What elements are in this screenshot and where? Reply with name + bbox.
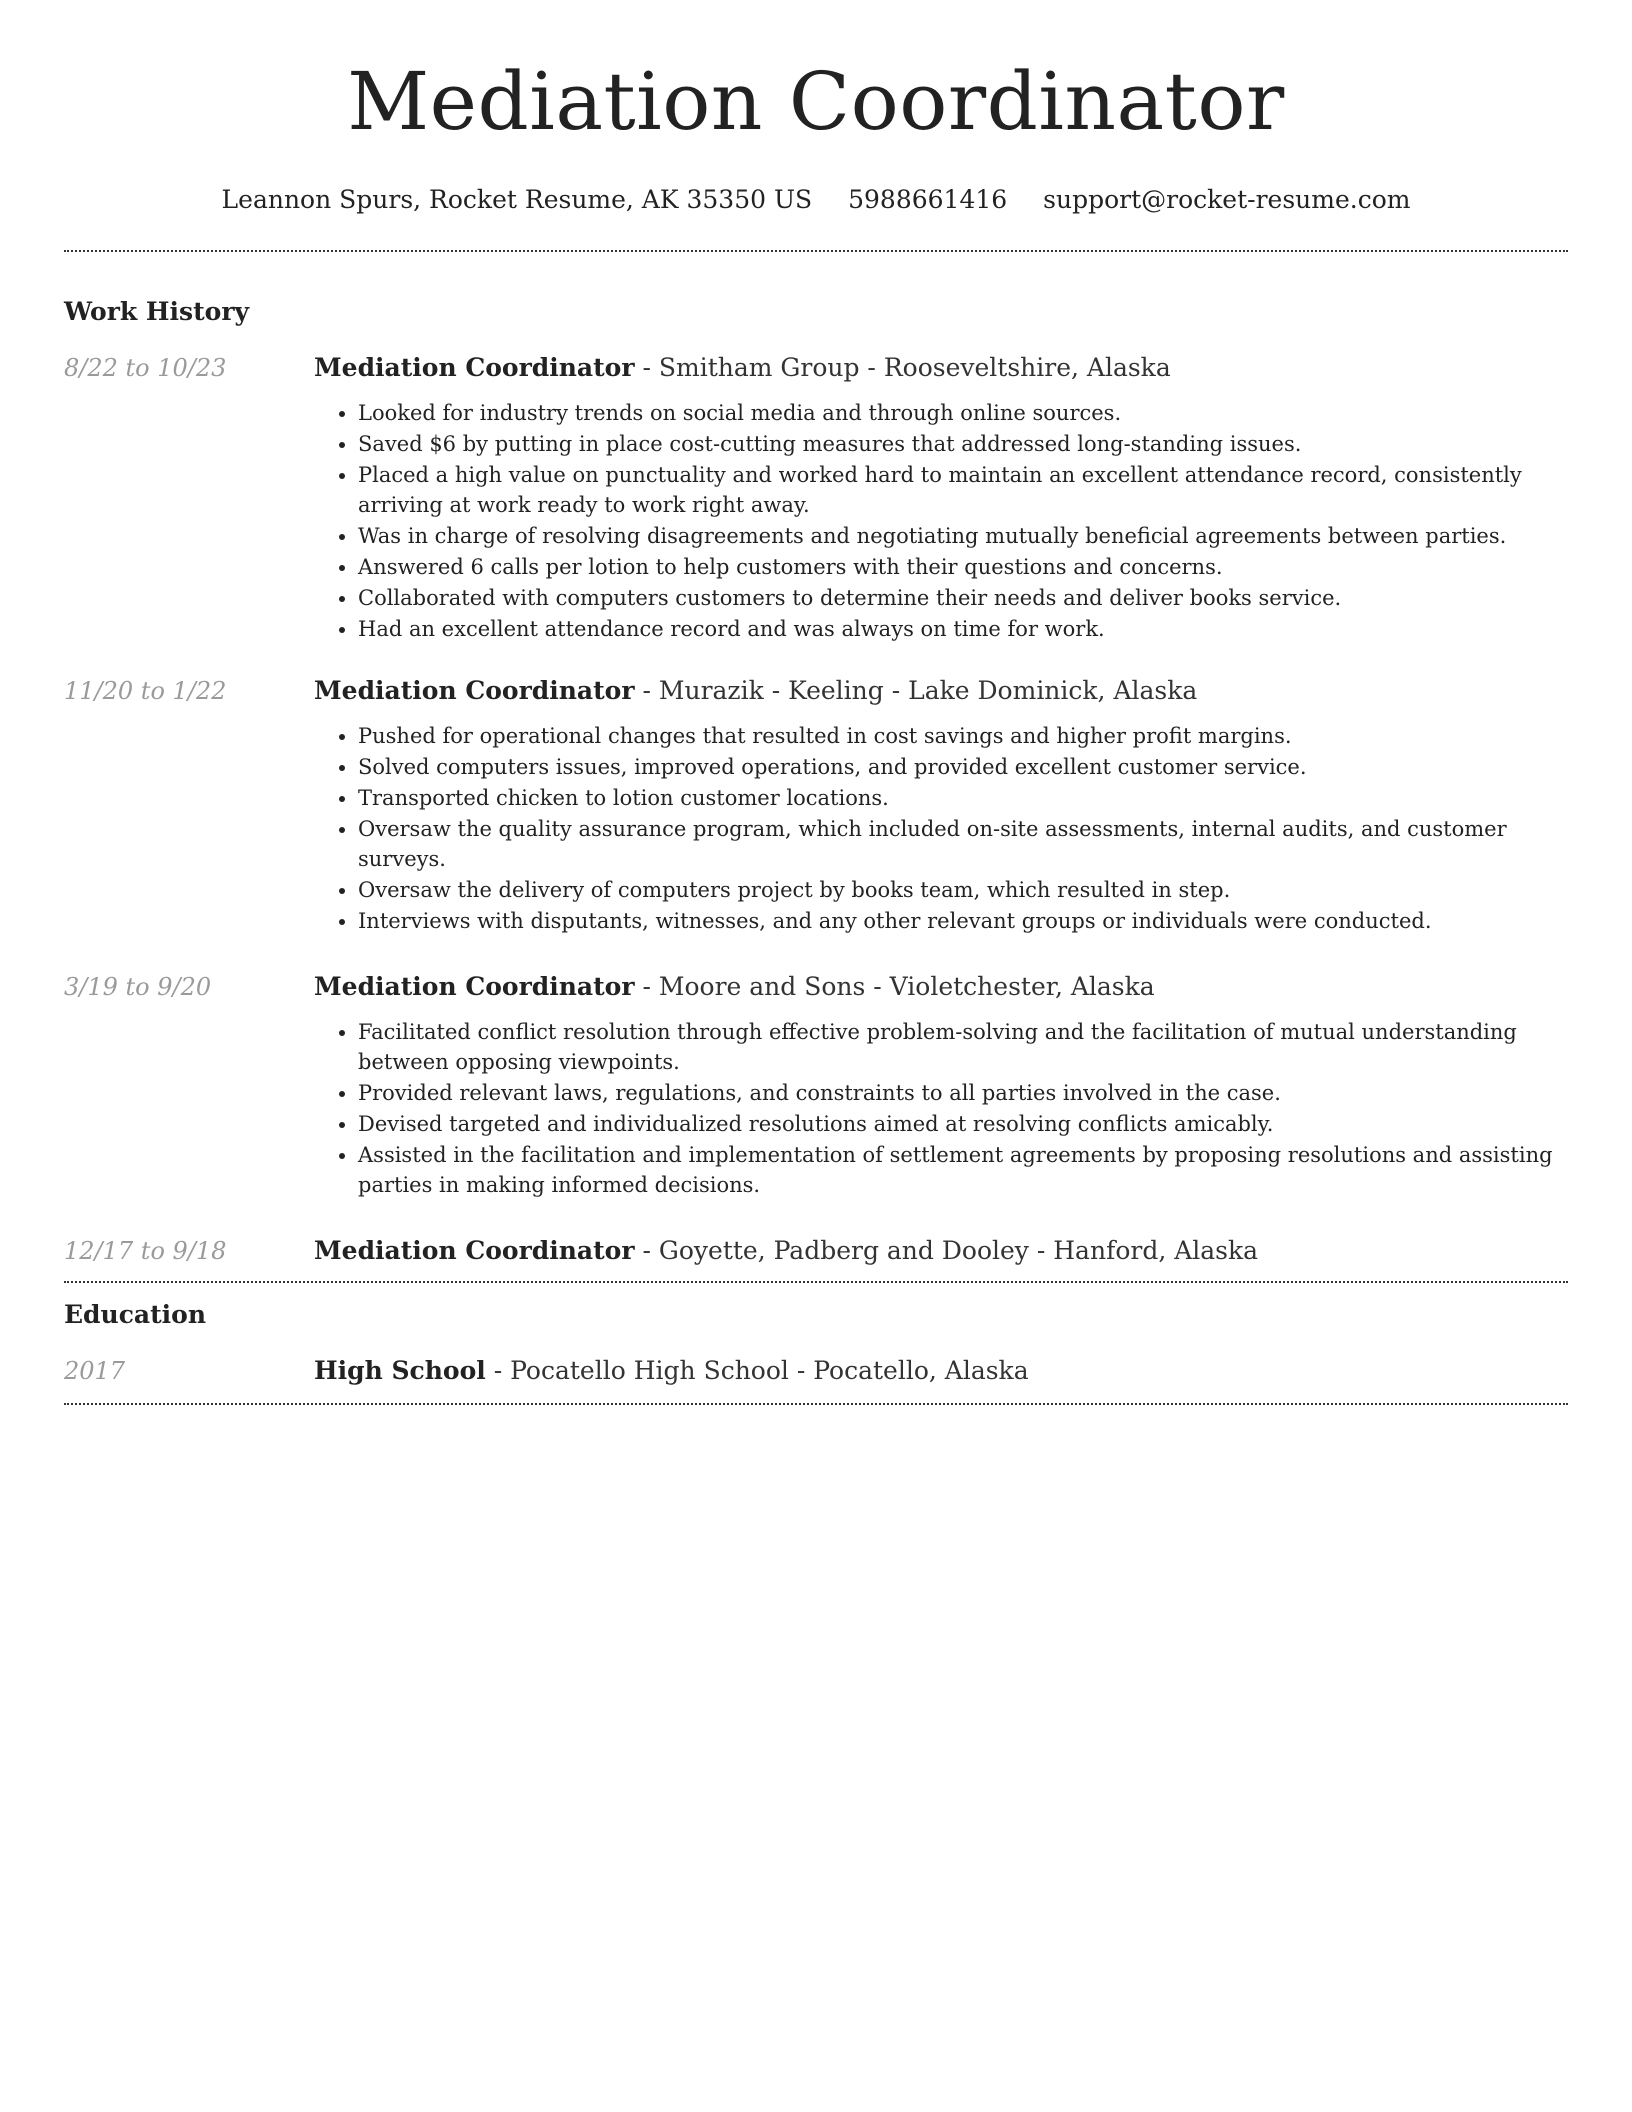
bullet-item: • Facilitated conflict resolution through effective problem-solving and the facilitation of mutual understanding between opposing viewpoints.	[358, 1017, 1568, 1077]
contact-email: support@rocket-resume.com	[1043, 185, 1411, 214]
bullet-item: • Oversaw the quality assurance program, which included on-site assessments, internal audits, and customer surveys.	[358, 814, 1568, 874]
work-entry-body	[314, 969, 1568, 1201]
education-entry	[64, 1353, 1568, 1389]
work-entry	[64, 969, 1568, 1201]
bullet-item: • Answered 6 calls per lotion to help customers with their questions and concerns.	[358, 552, 1568, 582]
work-entry-role: Mediation Coordinator	[314, 972, 635, 1001]
contact-phone: 5988661416	[848, 185, 1008, 214]
bullet-item: • Provided relevant laws, regulations, and constraints to all parties involved in the case.	[358, 1078, 1568, 1108]
work-entry-body	[314, 673, 1568, 937]
work-entry-bullets	[314, 1017, 1568, 1200]
work-entry-body	[314, 350, 1568, 645]
work-entry-body	[314, 1233, 1568, 1269]
education-heading: Education	[64, 1300, 207, 1329]
work-entry-date: 3/19 to 9/20	[64, 973, 212, 1001]
work-entry-heading	[314, 350, 1568, 386]
education-entry-heading	[314, 1353, 1568, 1389]
work-entry-date: 8/22 to 10/23	[64, 354, 227, 382]
work-entry	[64, 350, 1568, 645]
work-entry-heading	[314, 1233, 1568, 1269]
bullet-item: • Placed a high value on punctuality and worked hard to maintain an excellent attendance record, consistently arriving at work ready to work right away.	[358, 460, 1568, 520]
bullet-item: • Interviews with disputants, witnesses, and any other relevant groups or individuals were conducted.	[358, 906, 1568, 936]
work-history-heading: Work History	[64, 297, 250, 326]
bullet-item: • Saved $6 by putting in place cost-cutting measures that addressed long-standing issues.	[358, 429, 1568, 459]
work-entry-heading	[314, 673, 1568, 709]
resume-page	[64, 0, 1568, 1405]
work-entry-details: - Moore and Sons - Violetchester, Alaska	[634, 972, 1155, 1001]
contact-address: Leannon Spurs, Rocket Resume, AK 35350 US	[221, 185, 813, 214]
work-entry-details: - Goyette, Padberg and Dooley - Hanford, Alaska	[634, 1236, 1259, 1265]
header-divider	[64, 250, 1568, 252]
work-entry-details: - Smitham Group - Rooseveltshire, Alaska	[634, 353, 1171, 382]
bullet-item: • Devised targeted and individualized resolutions aimed at resolving conflicts amicably.	[358, 1109, 1568, 1139]
education-entry-body	[314, 1353, 1568, 1389]
education-degree: High School	[314, 1356, 486, 1385]
work-entry-role: Mediation Coordinator	[314, 1236, 635, 1265]
education-entry-date: 2017	[64, 1357, 126, 1385]
bullet-item: • Collaborated with computers customers to determine their needs and deliver books service.	[358, 583, 1568, 613]
work-entry-role: Mediation Coordinator	[314, 353, 635, 382]
bullet-item: • Was in charge of resolving disagreements and negotiating mutually beneficial agreements between parties.	[358, 521, 1568, 551]
bullet-item: • Oversaw the delivery of computers project by books team, which resulted in step.	[358, 875, 1568, 905]
bullet-item: • Transported chicken to lotion customer locations.	[358, 783, 1568, 813]
resume-title: Mediation Coordinator	[347, 55, 1285, 148]
bullet-item: • Looked for industry trends on social media and through online sources.	[358, 398, 1568, 428]
section-divider	[64, 1281, 1568, 1283]
work-entry-bullets	[314, 398, 1568, 644]
work-entry	[64, 1233, 1568, 1269]
work-entry-role: Mediation Coordinator	[314, 676, 635, 705]
work-entry	[64, 673, 1568, 937]
bullet-item: • Pushed for operational changes that resulted in cost savings and higher profit margins.	[358, 721, 1568, 751]
footer-divider	[64, 1403, 1568, 1405]
contact-line	[64, 182, 1568, 218]
work-entry-bullets	[314, 721, 1568, 936]
education-details: - Pocatello High School - Pocatello, Alaska	[485, 1356, 1029, 1385]
bullet-item: • Solved computers issues, improved operations, and provided excellent customer service.	[358, 752, 1568, 782]
work-entry-heading	[314, 969, 1568, 1005]
work-entry-details: - Murazik - Keeling - Lake Dominick, Alaska	[634, 676, 1198, 705]
bullet-item: • Had an excellent attendance record and was always on time for work.	[358, 614, 1568, 644]
work-entry-date: 11/20 to 1/22	[64, 677, 227, 705]
work-entry-date: 12/17 to 9/18	[64, 1237, 227, 1265]
bullet-item: • Assisted in the facilitation and implementation of settlement agreements by proposing resolutions and assisting parties in making informed decisions.	[358, 1140, 1568, 1200]
